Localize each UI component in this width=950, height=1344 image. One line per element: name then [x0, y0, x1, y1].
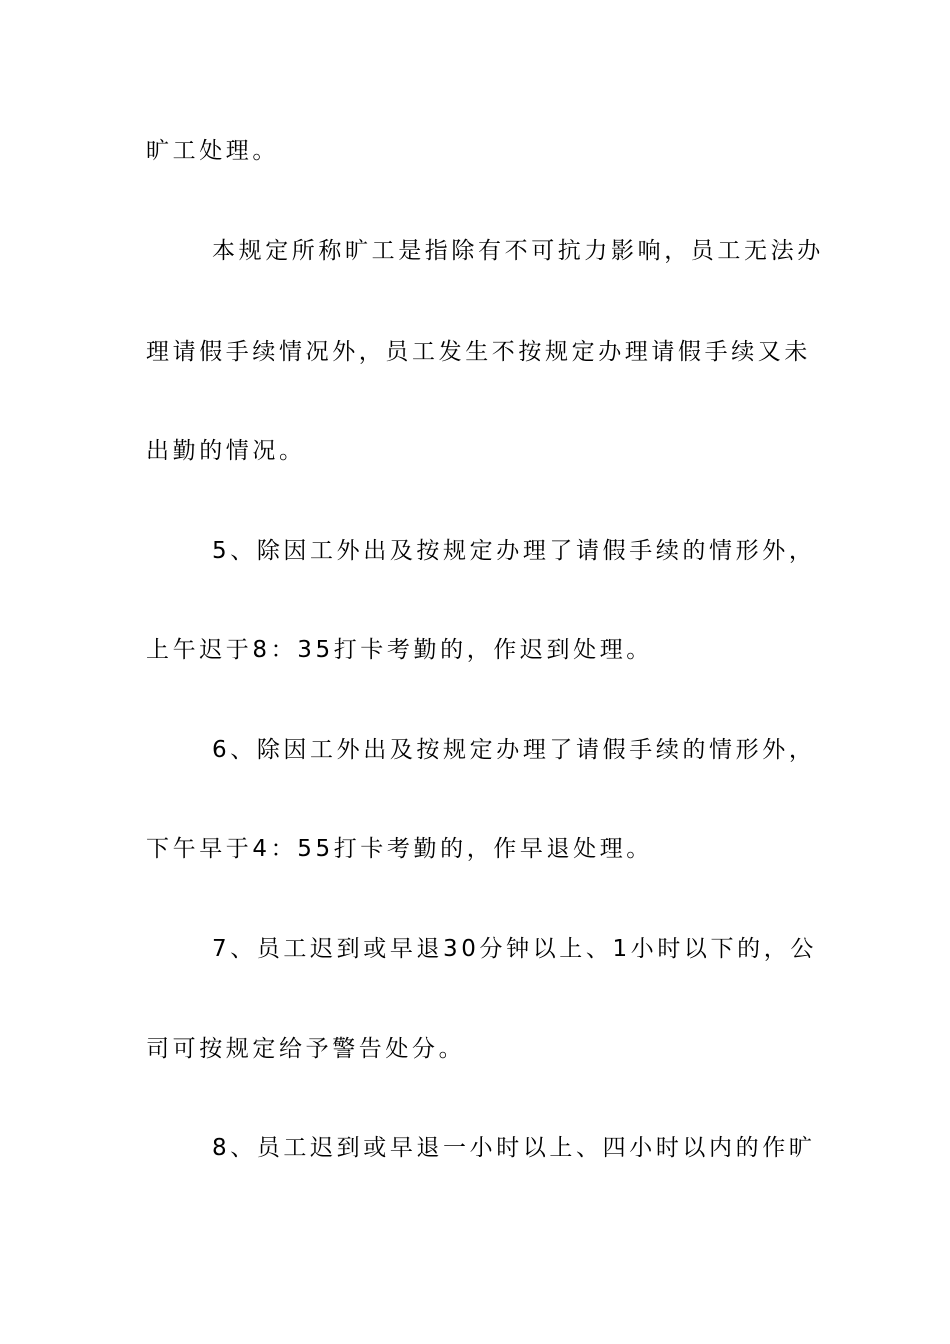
paragraph-line: 6、除因工外出及按规定办理了请假手续的情形外， [212, 737, 816, 763]
paragraph-line: 7、员工迟到或早退30分钟以上、1小时以下的，公 [212, 936, 817, 962]
text-line: 理请假手续情况外，员工发生不按规定办理请假手续又未 [146, 339, 811, 365]
text-line: 旷工处理。 [146, 138, 279, 164]
paragraph-line: 5、除因工外出及按规定办理了请假手续的情形外， [212, 538, 816, 564]
paragraph-line: 本规定所称旷工是指除有不可抗力影响，员工无法办 [212, 238, 824, 264]
paragraph-line: 8、员工迟到或早退一小时以上、四小时以内的作旷 [212, 1135, 816, 1161]
text-line: 司可按规定给予警告处分。 [146, 1036, 466, 1062]
text-line: 上午迟于8：35打卡考勤的，作迟到处理。 [146, 637, 653, 663]
text-line: 出勤的情况。 [146, 438, 306, 464]
text-line: 下午早于4：55打卡考勤的，作早退处理。 [146, 836, 653, 862]
